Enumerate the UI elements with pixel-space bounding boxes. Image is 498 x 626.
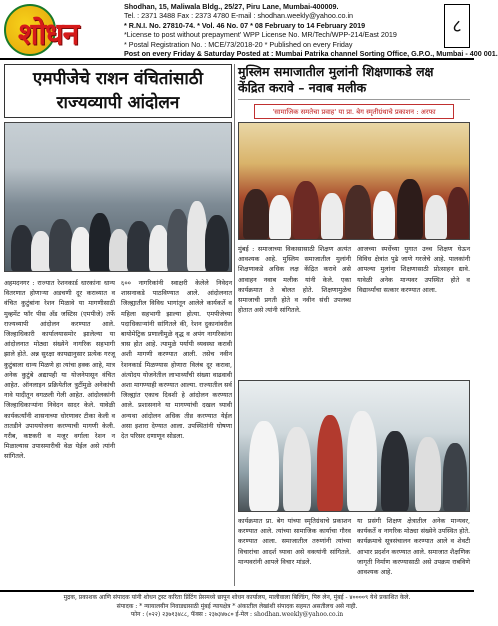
right-story-headline [238,64,470,100]
post-line: Post on every Friday & Saturday Posted at : Mumbai Patrika channel Sorting Office, G.P.O., Mumbai - 400 001. [124,49,498,59]
imprint-footer [0,590,474,626]
footer-line-1: मुद्रक, प्रकाशक आणि संपादक यांनी शोधन ट्रस्ट करिता प्रिंटिंग प्रेसमध्ये छापून शोधन कार्यालय, मालीवाला बिल्डिंग, पिरु लेन, मुंबई - ४००००९ येथे प्रकाशित केले. [63,594,411,601]
right-story-column-2: आजच्या स्पर्धेच्या युगात उच्च शिक्षण घेऊन विविध क्षेत्रांत पुढे जाणे गरजेचे आहे. पालकांनी आपल्या मुलांना शिक्षणासाठी प्रोत्साहन द्यावे. यावेळी अनेक मान्यवर उपस्थित होते व विद्यार्थ्यांचा सत्कार करण्यात आला. [357,245,470,294]
right-story-body-top [238,244,470,376]
right-story-column-4: या प्रसंगी शिक्षण क्षेत्रातील अनेक मान्यवर, कार्यकर्ते व नागरिक मोठ्या संख्येने उपस्थित होते. कार्यक्रमाचे सूत्रसंचालन करण्यात आले व शेवटी आभार प्रदर्शन करण्यात आले. समाजात शैक्षणिक जागृती निर्माण करण्यासाठी असे उपक्रम राबविणे आवश्यक आहे. [357,517,470,577]
left-story [4,64,232,586]
right-headline-line2: केंद्रित करावे – नवाब मलीक [238,80,367,95]
event-audience-photo [238,122,470,240]
publication-info [124,2,498,59]
postal-line: * Postal Registration No. : MCE/73/2018-20 * Published on every Friday [124,39,353,49]
left-headline-line2: राज्यव्यापी आंदोलन [56,93,180,113]
right-story-column-1: मुंबई : समाजाच्या विकासासाठी शिक्षण अत्यंत आवश्यक आहे. मुस्लिम समाजातील मुलांनी शिक्षणाकडे अधिक लक्ष केंद्रित करावे असे आवाहन नवाब मलीक यांनी केले. एका कार्यक्रमात ते बोलत होते. शिक्षणामुळेच समाजाची प्रगती होते व नवीन संधी उपलब्ध होतात असे त्यांनी सांगितले. [238,245,351,315]
left-story-headline [4,64,232,118]
event-stage-photo [238,380,470,512]
registration-line: * R.N.I. No. 27810-74. * Vol. 46 No. 07 * 08 February to 14 February 2019 [124,20,366,30]
stage-figures [239,431,469,511]
right-story-column-3: कार्यक्रमात प्रा. बेग यांच्या स्मृतिग्रंथाचे प्रकाशन करण्यात आले. त्यांच्या सामाजिक कार्याचा गौरव करण्यात आला. समाजातील तरुणांनी त्यांच्या विचारांचा आदर्श घ्यावा असे वक्त्यांनी सांगितले. मान्यवरांनी आपले विचार मांडले. [238,517,351,566]
page-number: ८ [444,4,470,48]
right-story [238,64,470,586]
crowd-figures [5,191,231,271]
right-headline-line1: मुस्लिम समाजातील मुलांनी शिक्षणाकडे लक्ष [238,64,434,79]
license-line: *License to post without prepayment' WPP License No. MR/Tech/WPP-214/East 2019 [124,30,397,40]
left-story-column-2: ६०० नागरिकांनी स्वाक्षरी केलेले निवेदन शासनाकडे पाठविण्यात आले. आंदोलनात जिल्ह्यातील विविध भागांतून आलेले कार्यकर्ते व महिला सहभागी झाल्या होत्या. एमपीजेच्या पदाधिकाऱ्यांनी सांगितले की, रेशन दुकानांवरील बायोमेट्रिक प्रणालीमुळे वृद्ध व अपंग नागरिकांना त्रास होत आहे. त्यामुळे पर्यायी व्यवस्था करावी अशी मागणी करण्यात आली. तसेच नवीन रेशनकार्ड मिळण्यास होणारा विलंब दूर करावा, अंत्योदय योजनेतील लाभार्थ्यांची संख्या वाढवावी अशा मागण्याही करण्यात आल्या. राज्यातील सर्व जिल्ह्यांत एकाच दिवशी हे आंदोलन करण्यात आले. प्रशासनाने या मागण्यांची दखल घ्यावी अन्यथा आंदोलन अधिक तीव्र करण्यात येईल असा इशारा देण्यात आला. उपस्थितांनी घोषणा देत परिसर दणाणून सोडला. [121,279,232,441]
left-story-body [4,278,232,582]
left-story-column-1: अहमदनगर : राज्यात रेशनकार्ड धारकांना धान्य वितरणात होणाऱ्या अडचणी दूर कराव्यात व वंचित कुटुंबांना रेशन मिळावे या मागणीसाठी मुव्हमेंट फॉर पीस अँड जस्टिस (एमपीजे) तर्फे राज्यव्यापी आंदोलन करण्यात आले. जिल्हाधिकारी कार्यालयासमोर झालेल्या या आंदोलनात मोठ्या संख्येने नागरिक सहभागी झाले होते. अन्न सुरक्षा कायद्यानुसार प्रत्येक गरजू कुटुंबाला धान्य मिळणे हा त्यांचा हक्क आहे, मात्र अनेक कुटुंबे अद्यापही या योजनेपासून वंचित आहेत. ऑनलाइन प्रक्रियेतील त्रुटींमुळे अनेकांची नावे यादीतून वगळली गेली आहेत. आंदोलकांनी जिल्हाधिकाऱ्यांना निवेदन सादर केले. यावेळी कार्यकर्त्यांनी शासनाच्या धोरणावर टीका केली व तातडीने उपाययोजना करण्याची मागणी केली. गरीब, कष्टकरी व मजूर वर्गाला रेशन न मिळाल्यास उपासमारीची वेळ येईल असे त्यांनी सांगितले. [4,279,115,461]
logo-text: शोधन [18,17,79,52]
contact-line: Tel. : 2371 3488 Fax : 2373 4780 E-mail : shodhan.weekly@yahoo.co.in [124,11,354,21]
left-headline-line1: एमपीजेचे राशन वंचितांसाठी [32,69,204,89]
protest-photo [4,122,232,272]
footer-line-3: फोन : (०२२) २३७१३४८८, फॅक्स : २३७३४७८० ई-मेल : shodhan.weekly@yahoo.co.in [130,611,344,619]
event-banner-caption: 'सामाजिक समतेचा प्रवाह' या प्रा. बेग स्मृतीग्रंथाचे प्रकाशन : अरफा [254,104,454,119]
masthead [0,0,498,60]
column-divider [234,64,235,586]
audience-figures [239,159,469,239]
shodhan-logo [4,4,122,56]
address-line: Shodhan, 15, Maliwala Bldg., 25/27, Piru Lane, Mumbai-400009. [124,2,339,11]
footer-line-2: संपादक : * न्यायालयीन निवाड्यासाठी मुंबई न्यायक्षेत्र * अंकातील लेखांशी संपादक सहमत असतीलच असे नाही. [116,602,358,610]
